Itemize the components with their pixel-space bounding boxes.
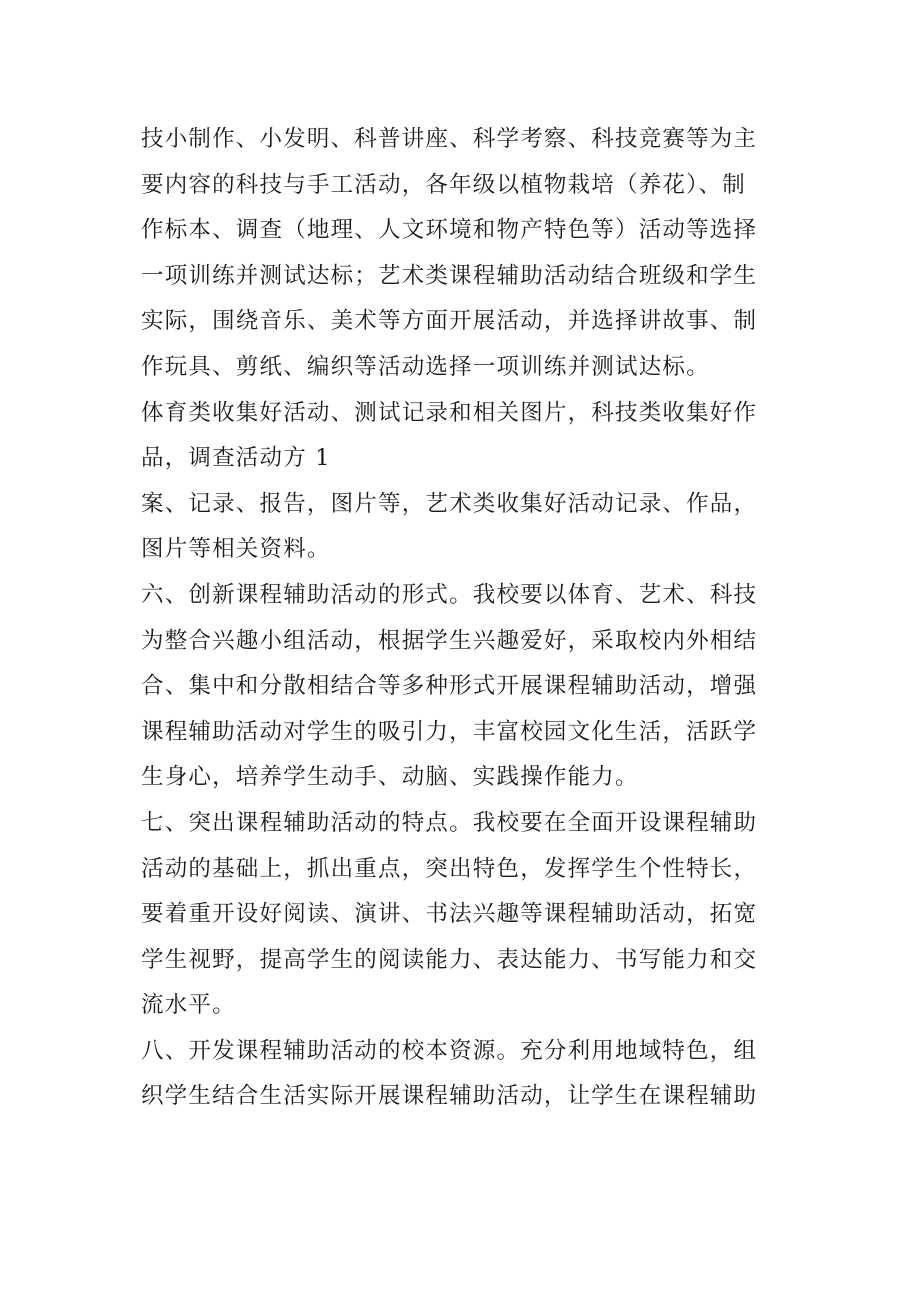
text-line: 流水平。	[141, 992, 236, 1019]
text-line: 品，调查活动方 1	[141, 445, 331, 472]
text-line: 作玩具、剪纸、编织等活动选择一项训练并测试达标。	[141, 353, 710, 380]
text-line: 织学生结合生活实际开展课程辅助活动，让学生在课程辅助	[141, 1083, 758, 1110]
text-line: 作标本、调查（地理、人文环境和物产特色等）活动等选择	[141, 217, 758, 244]
text-line: 六、创新课程辅助活动的形式。我校要以体育、艺术、科技	[141, 581, 758, 608]
text-line: 活动的基础上，抓出重点，突出特色，发挥学生个性特长，	[141, 855, 758, 882]
text-line: 体育类收集好活动、测试记录和相关图片，科技类收集好作	[141, 399, 758, 426]
text-line: 七、突出课程辅助活动的特点。我校要在全面开设课程辅助	[141, 809, 758, 836]
text-line: 学生视野，提高学生的阅读能力、表达能力、书写能力和交	[141, 946, 758, 973]
text-line: 课程辅助活动对学生的吸引力，丰富校园文化生活，活跃学	[141, 718, 758, 745]
text-line: 技小制作、小发明、科普讲座、科学考察、科技竞赛等为主	[141, 126, 758, 152]
text-line: 实际，围绕音乐、美术等方面开展活动，并选择讲故事、制	[141, 308, 758, 335]
text-line: 一项训练并测试达标；艺术类课程辅助活动结合班级和学生	[141, 262, 758, 289]
document-body	[141, 117, 801, 1120]
text-line: 案、记录、报告，图片等，艺术类收集好活动记录、作品，	[141, 490, 758, 517]
text-line: 合、集中和分散相结合等多种形式开展课程辅助活动，增强	[141, 673, 758, 700]
text-line: 八、开发课程辅助活动的校本资源。充分利用地域特色，组	[141, 1037, 758, 1064]
text-line: 要内容的科技与手工活动，各年级以植物栽培（养花）、制	[141, 171, 746, 198]
text-line: 要着重开设好阅读、演讲、书法兴趣等课程辅助活动，拓宽	[141, 901, 758, 928]
text-line: 图片等相关资料。	[141, 536, 331, 563]
text-line: 生身心，培养学生动手、动脑、实践操作能力。	[141, 764, 639, 791]
text-line: 为整合兴趣小组活动，根据学生兴趣爱好，采取校内外相结	[141, 627, 758, 654]
